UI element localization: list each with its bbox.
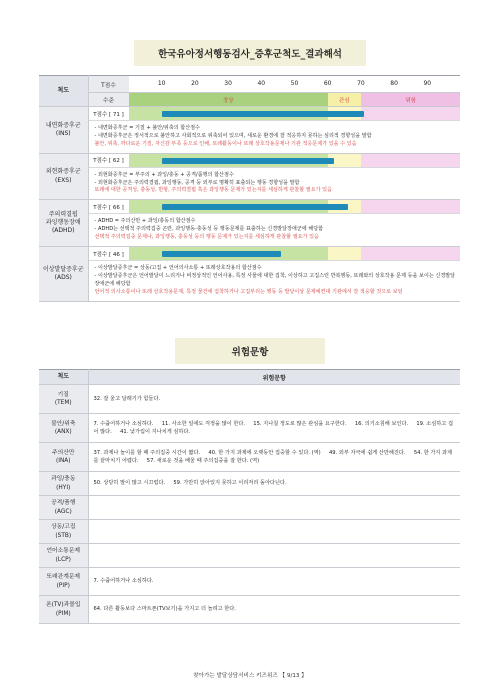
risk-items-text: 32. 잘 울고 달래기가 힘들다.	[88, 385, 460, 414]
risk-row	[39, 596, 460, 624]
scale-name: 주의력결핍 과잉행동장애	[45, 211, 81, 227]
syndrome-scale-table	[39, 75, 460, 302]
description-line: - 이상발달증후군 = 상동/고집 + 언어의사소통 + 또래상호작용의 합산점수	[94, 265, 262, 272]
tscore-value: T점수 [ 62 ]	[93, 158, 124, 165]
scale-description	[89, 121, 461, 153]
risk-scale-name: 또래관계문제	[46, 574, 81, 581]
alert-note: 선택적 주의력집중 문제나, 과잉행동, 충동성 등의 행동 문제가 있는지를 세심하게 관찰할 필요가 있음	[94, 234, 319, 241]
risk-scale-code: (INA)	[55, 458, 71, 464]
scale-name: 외현화증후군	[45, 168, 81, 176]
scale-description	[89, 168, 461, 200]
risk-header-content: 위험문항	[88, 370, 460, 385]
risk-items-text: 7. 수줍어하거나 소심하다.	[88, 568, 460, 596]
scale-description	[89, 261, 461, 301]
risk-scale-name: 기질	[57, 391, 69, 398]
tscore-bar	[162, 204, 348, 210]
risk-scale-code: (PIP)	[56, 582, 70, 589]
description-line: - ADHD = 주의산만 + 과잉/충동의 합산점수	[94, 218, 196, 225]
axis-tick-label: 50	[290, 80, 299, 87]
scale-detail-cell	[88, 247, 460, 302]
scale-name: 내면화증후군	[45, 121, 81, 129]
alert-note: 또래에 대한 공격성, 충동성, 반항, 주의력결핍 혹은 과잉행동 문제가 있는지를 세심하게 관찰할 필요가 있음	[94, 187, 332, 194]
risk-items-text: 64. 다른 활동보다 스마트폰(TV보기)을 가지고 더 놀려고 한다.	[88, 596, 460, 624]
score-band-risk	[361, 107, 461, 120]
scale-header-label: 척도	[39, 76, 88, 107]
risk-scale-code: (HYI)	[56, 484, 71, 491]
risk-scale-cell	[39, 520, 88, 544]
band-concern: 관심	[328, 93, 361, 106]
band-risk: 위험	[361, 93, 461, 106]
risk-row	[39, 520, 460, 544]
scale-code: (INS)	[55, 129, 71, 137]
alert-note: 언어적 의사소통이나 또래 상호작용문제, 특정 물건에 집착하거나 고집부리는 행동 등 발달이상 문제예컨대 기관에서 잘 적응할 것으로 보임	[94, 288, 403, 295]
risk-scale-code: (ANX)	[54, 429, 72, 435]
axis-tick-label: 40	[257, 80, 266, 87]
score-band-risk	[361, 247, 461, 260]
description-line: - 내면화증후군은 정서적으로 불안하고 사회적으로 위축되어 있으며, 새로운 환경에 잘 적응하지 못하는 심리적 경향성을 말함	[94, 132, 372, 139]
band-normal: 정상	[129, 93, 328, 106]
description-line: - ADHD는 선택적 주의력집중 곤란, 과잉행동-충동성 등 행동문제를 표출하는 신경발달장애군에 해당함	[94, 226, 324, 233]
risk-scale-name: 불안/위축	[51, 420, 76, 427]
axis-tick-label: 70	[357, 80, 365, 87]
risk-scale-cell	[39, 496, 88, 520]
risk-scale-code: (LCP)	[55, 556, 71, 563]
description-line: - 내면화증후군 = 기질 + 불안/위축의 합산점수	[94, 125, 200, 131]
tscore-bar	[162, 158, 335, 164]
risk-scale-name: 상동/고집	[51, 524, 76, 531]
axis-tick-label: 30	[224, 80, 232, 87]
description-line: - 외현화증후군은 주의력결핍, 과잉행동, 공격 등 외부로 명확히 표출되는 행동 경향성을 말함	[94, 179, 300, 186]
page-footer: 찾아가는 발달상담서비스 키즈위즈 【 9/13 】	[193, 673, 307, 679]
axis-tick-label: 20	[191, 80, 199, 87]
risk-scale-name: 폰(TV)과몰입	[46, 602, 81, 609]
scale-name-cell	[39, 153, 88, 200]
scale-name-cell	[39, 200, 88, 247]
risk-scale-cell	[39, 385, 88, 414]
risk-scale-code: (AGC)	[54, 508, 72, 515]
axis-tick-label: 10	[157, 80, 166, 87]
risk-items-text: 37. 과제나 놀이를 할 때 주의집중 시간이 짧다. 40. 한 가지 과제에 오랫동안 집중할 수 있다. (역) 49. 외부 자극에 쉽게 산만해진다. 54. 한 가지 과제를 끝마치기 어렵다. 57. 새로운 것을 배울 때 주의집중을 잘 한다. (역)	[88, 443, 460, 472]
scale-code: (EXS)	[55, 176, 72, 184]
score-band-risk	[361, 200, 461, 213]
tscore-bar	[162, 251, 282, 257]
risk-scale-cell	[39, 596, 88, 624]
risk-row	[39, 472, 460, 496]
scale-row	[39, 153, 460, 200]
risk-row	[39, 544, 460, 568]
risk-items-text	[88, 496, 460, 520]
score-bar-line	[89, 154, 461, 168]
scale-name-cell	[39, 247, 88, 302]
risk-scale-name: 언어소통문제	[46, 548, 81, 555]
risk-scale-cell	[39, 443, 88, 472]
risk-scale-cell	[39, 414, 88, 443]
risk-scale-code: (PIM)	[55, 610, 71, 617]
axis-tick-label: 80	[390, 80, 398, 87]
page-title: 한국유아정서행동검사_증후군척도_결과해석	[134, 40, 366, 66]
tscore-axis	[88, 76, 460, 93]
risk-items-text: 7. 수줍어하거나 소심하다. 11. 사소한 일에도 걱정을 많이 한다. 15. 지나칠 정도로 많은 관심을 요구한다. 16. 의기소침해 보인다. 19. 소심하고 겁이 많다. 41. 낯가림이 지나치게 심하다.	[88, 414, 460, 443]
risk-scale-cell	[39, 472, 88, 496]
description-line: - 외현화증후군 = 부주의 + 과잉/충동 + 공격/품행의 합산점수	[94, 171, 234, 178]
scale-code: (ADHD)	[51, 227, 75, 235]
alert-note: 불안, 위축, 까다로운 기질, 자신감 부족 등으로 인해, 또래활동이나 또래 상호작용문제나 기관 적응문제가 있을 수 있음	[94, 140, 357, 147]
scale-row	[39, 200, 460, 247]
score-band-risk	[361, 154, 461, 167]
scale-description	[89, 214, 461, 246]
tscore-value: T점수 [ 71 ]	[93, 111, 124, 118]
risk-items-text	[88, 520, 460, 544]
risk-items-text: 50. 상당히 말이 많고 시끄럽다. 59. 가만히 앉아있지 못하고 이리저리 돌아다닌다.	[88, 472, 460, 496]
scale-detail-cell	[88, 107, 460, 154]
risk-scale-cell	[39, 544, 88, 568]
scale-row	[39, 107, 460, 154]
scale-name: 이상발달증후군	[42, 265, 84, 273]
axis-tick-label: 60	[323, 80, 332, 87]
level-band-row	[88, 93, 460, 107]
tscore-bar	[162, 111, 365, 117]
score-band-concern	[328, 247, 361, 260]
risk-scale-code: (TEM)	[54, 400, 72, 406]
description-line: - 이상발달증후군은 언어발달이 느리거나 비정상적인 언어사용, 특정 사물에 대한 집착, 이상하고 고집스런 반복행동, 또래와의 상호작용 문제 등을 보이는 신경발달장애군에 해당함	[94, 272, 456, 287]
axis-tick-label: 90	[423, 80, 432, 87]
risk-scale-code: (STB)	[55, 532, 72, 539]
scale-detail-cell	[88, 200, 460, 247]
scale-code: (ADS)	[54, 273, 72, 281]
scale-name-cell	[39, 107, 88, 154]
tscore-value: T점수 [ 66 ]	[93, 204, 124, 211]
score-bar-line	[89, 200, 461, 214]
risk-scale-cell	[39, 568, 88, 596]
risk-scale-name: 공격/품행	[51, 500, 76, 507]
scale-row	[39, 247, 460, 302]
level-label: 수준	[89, 93, 129, 106]
risk-row	[39, 385, 460, 414]
risk-row	[39, 443, 460, 472]
risk-header-label: 척도	[39, 370, 88, 385]
score-bar-line	[89, 107, 461, 121]
risk-scale-name: 과잉/충동	[51, 476, 76, 483]
risk-row	[39, 414, 460, 443]
tscore-axis-label: T점수	[89, 76, 129, 92]
risk-row	[39, 496, 460, 520]
risk-items-title: 위험문항	[175, 338, 325, 364]
tscore-value: T점수 [ 46 ]	[93, 251, 124, 258]
risk-items-table	[39, 369, 460, 624]
risk-row	[39, 568, 460, 596]
risk-items-text	[88, 544, 460, 568]
risk-scale-name: 주의산만	[52, 449, 75, 456]
scale-detail-cell	[88, 153, 460, 200]
score-bar-line	[89, 247, 461, 261]
